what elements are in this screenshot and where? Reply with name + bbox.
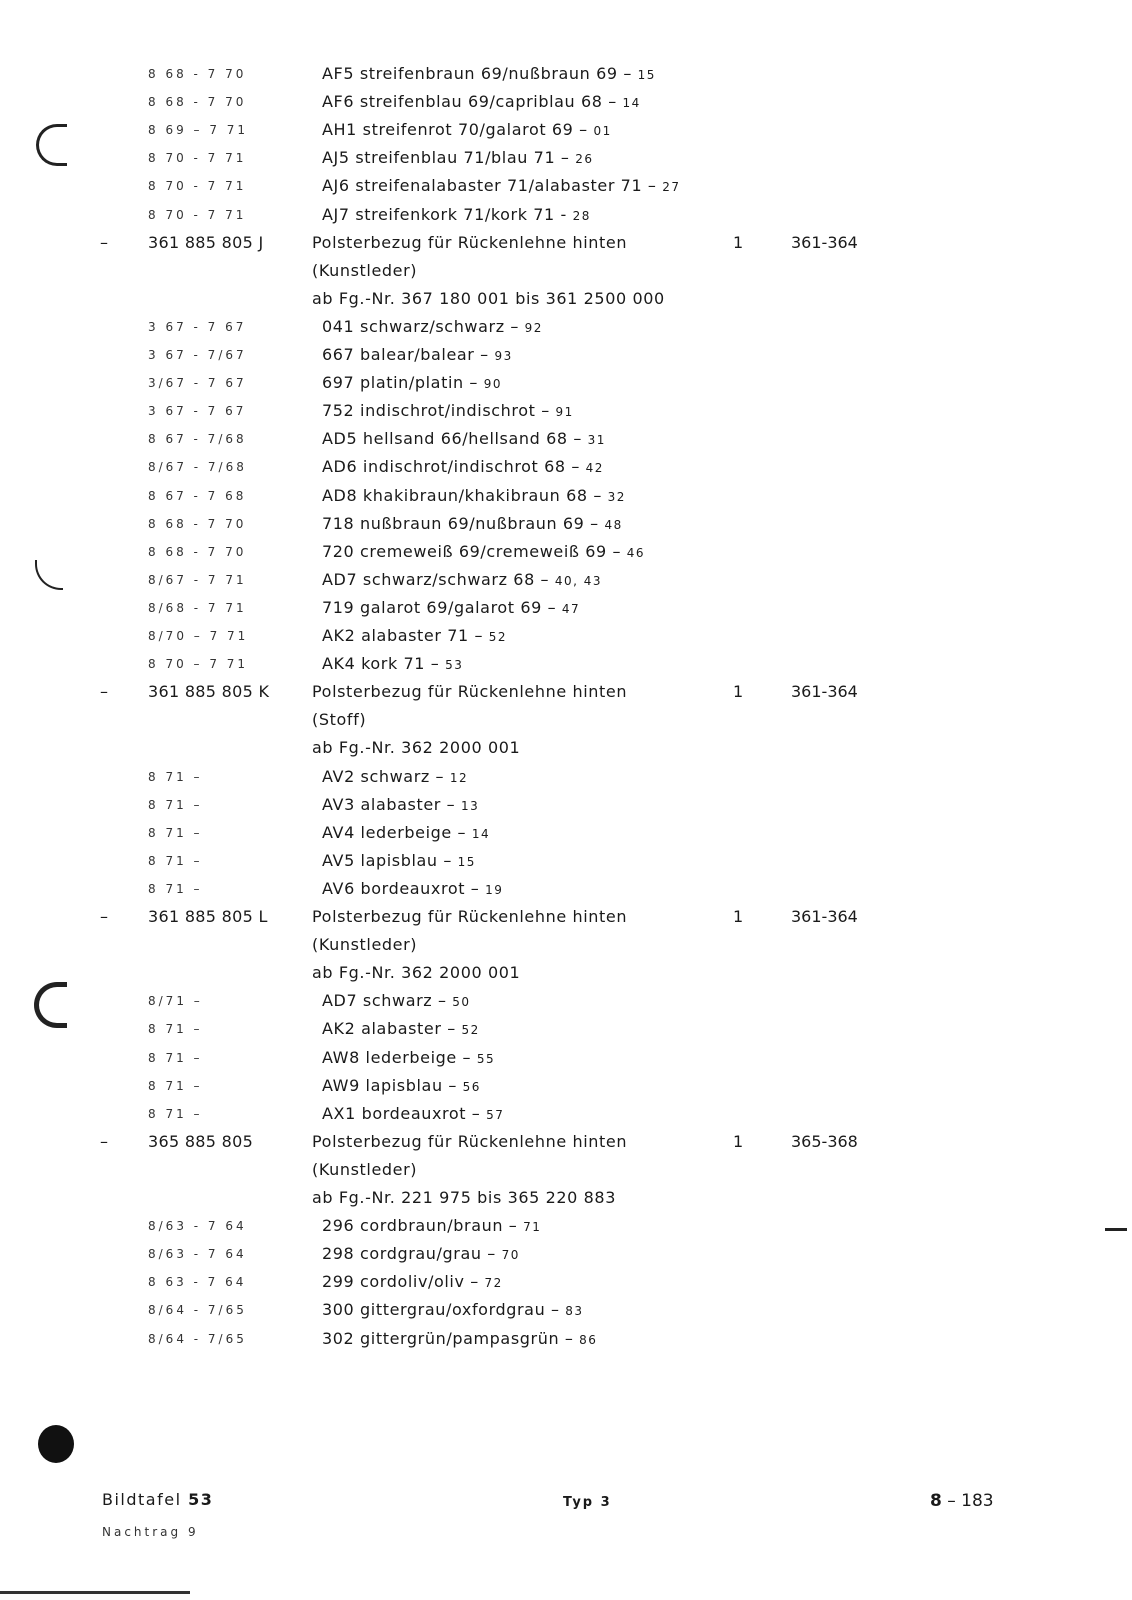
part-quantity: 1: [733, 682, 744, 702]
part-number: 361 885 805 J: [148, 232, 264, 252]
color-code: 50: [452, 995, 471, 1010]
color-description: [322, 1072, 481, 1101]
color-code: 47: [561, 601, 581, 616]
color-code: 48: [604, 517, 623, 532]
color-code: 52: [461, 1023, 480, 1038]
part-quantity: 1: [733, 907, 744, 926]
color-description: [322, 847, 476, 876]
color-variant-row: [0, 650, 1132, 678]
footer-type: Typ 3: [563, 1495, 612, 1510]
production-date-range: 8/63 - 7 64: [148, 1219, 247, 1234]
color-label: AV6 bordeauxrot –: [322, 878, 480, 898]
production-date-range: 8 68 - 7 70: [148, 544, 247, 559]
part-note-row: [0, 1184, 1132, 1212]
part-note-row: [0, 959, 1132, 987]
part-marker-dash: –: [100, 1131, 108, 1151]
color-variant-row: [0, 369, 1132, 397]
production-date-range: 3 67 - 7 67: [148, 404, 247, 419]
color-code: 72: [484, 1276, 503, 1291]
color-code: 28: [572, 208, 591, 223]
part-note-row: [0, 257, 1132, 285]
color-code: 70: [501, 1248, 520, 1263]
color-variant-row: [0, 60, 1132, 88]
part-row: [0, 1128, 1132, 1156]
part-description: Polsterbezug für Rückenlehne hinten: [312, 682, 628, 702]
color-label: AX1 bordeauxrot –: [322, 1103, 481, 1123]
color-description: [322, 1100, 504, 1129]
color-code: 13: [460, 798, 480, 813]
color-code: 15: [637, 68, 656, 82]
color-description: [322, 650, 463, 679]
color-variant-row: [0, 425, 1132, 453]
color-description: [322, 482, 626, 511]
color-label: AJ5 streifenblau 71/blau 71 –: [322, 148, 570, 168]
production-date-range: 8/67 - 7 71: [148, 572, 247, 587]
color-code: 31: [587, 433, 606, 448]
color-code: 90: [483, 377, 503, 392]
color-label: 296 cordbraun/braun –: [322, 1216, 518, 1236]
color-variant-row: [0, 510, 1132, 538]
color-code: 93: [494, 349, 513, 363]
part-note-row: [0, 285, 1132, 313]
color-label: 667 balear/balear –: [322, 345, 489, 364]
punch-hole-mark: [38, 1425, 74, 1463]
part-note-row: [0, 931, 1132, 959]
color-variant-row: [0, 819, 1132, 847]
color-variant-row: [0, 172, 1132, 200]
color-code: 32: [607, 489, 626, 504]
color-description: [322, 201, 591, 230]
color-label: AF6 streifenblau 69/capriblau 68 –: [322, 92, 617, 112]
color-variant-row: [0, 201, 1132, 229]
production-date-range: 8 71 –: [148, 881, 203, 896]
production-date-range: 8/64 - 7/65: [148, 1303, 247, 1318]
color-code: 55: [476, 1051, 496, 1066]
color-label: 299 cordoliv/oliv –: [322, 1272, 479, 1292]
part-number: 361 885 805 L: [148, 907, 268, 926]
color-variant-row: [0, 1015, 1132, 1043]
color-label: 720 cremeweiß 69/cremeweiß 69 –: [322, 541, 622, 561]
color-variant-row: [0, 453, 1132, 481]
color-code: 14: [471, 826, 491, 841]
color-label: AD5 hellsand 66/hellsand 68 –: [322, 429, 582, 449]
color-label: AV5 lapisblau –: [322, 850, 452, 870]
color-code: 40, 43: [554, 573, 602, 588]
production-date-range: 3/67 - 7 67: [148, 376, 247, 391]
color-description: [322, 341, 513, 370]
color-label: 300 gittergrau/oxfordgrau –: [322, 1300, 560, 1320]
color-label: AK2 alabaster 71 –: [322, 626, 484, 645]
color-variant-row: [0, 791, 1132, 819]
color-description: [322, 538, 645, 567]
color-label: 718 nußbraun 69/nußbraun 69 –: [322, 513, 599, 533]
color-variant-row: [0, 875, 1132, 903]
color-code: 91: [555, 405, 574, 420]
production-date-range: 8 70 - 7 71: [148, 179, 247, 194]
color-label: 302 gittergrün/pampasgrün –: [322, 1328, 574, 1348]
part-reference: 361-364: [791, 232, 858, 252]
part-marker-dash: –: [100, 682, 108, 702]
color-label: AV2 schwarz –: [322, 766, 445, 786]
color-code: 56: [462, 1079, 481, 1094]
color-description: [322, 1015, 480, 1044]
part-note: (Stoff): [312, 710, 367, 730]
color-variant-row: [0, 847, 1132, 875]
color-code: 52: [488, 630, 508, 644]
color-variant-row: [0, 566, 1132, 594]
production-date-range: 8/63 - 7 64: [148, 1247, 247, 1262]
color-description: [322, 510, 623, 539]
color-code: 27: [662, 180, 681, 195]
production-date-range: 8 71 –: [148, 769, 203, 784]
production-date-range: 8 71 –: [148, 825, 203, 840]
color-code: 42: [585, 461, 604, 476]
color-label: AD6 indischrot/indischrot 68 –: [322, 457, 580, 477]
color-code: 15: [457, 854, 476, 869]
color-description: [322, 594, 580, 623]
color-description: [322, 763, 468, 792]
color-description: [322, 819, 490, 848]
part-note-row: [0, 1156, 1132, 1184]
production-date-range: 3 67 - 7/67: [148, 348, 247, 362]
color-variant-row: [0, 1296, 1132, 1324]
color-variant-row: [0, 538, 1132, 566]
color-description: [322, 987, 471, 1016]
color-description: [322, 566, 602, 595]
color-description: [322, 453, 604, 482]
color-variant-row: [0, 1268, 1132, 1296]
part-note: ab Fg.-Nr. 362 2000 001: [312, 738, 521, 758]
part-reference: 365-368: [791, 1131, 858, 1151]
color-label: AV4 lederbeige –: [322, 822, 467, 842]
color-code: 14: [622, 96, 641, 111]
color-description: [322, 172, 681, 201]
part-number: 361 885 805 K: [148, 682, 270, 702]
part-note: (Kunstleder): [312, 1159, 418, 1179]
color-variant-row: [0, 144, 1132, 172]
color-variant-row: [0, 482, 1132, 510]
color-variant-row: [0, 1100, 1132, 1128]
color-variant-row: [0, 622, 1132, 650]
color-description: [322, 622, 507, 651]
color-variant-row: [0, 1044, 1132, 1072]
color-code: 57: [486, 1107, 505, 1122]
production-date-range: 8 70 - 7 71: [148, 151, 247, 166]
production-date-range: 8 71 –: [148, 1022, 203, 1037]
margin-dash-mark: [1105, 1228, 1127, 1231]
color-description: [322, 116, 612, 145]
production-date-range: 8 71 –: [148, 797, 203, 812]
production-date-range: 8/67 - 7/68: [148, 460, 247, 475]
color-code: 53: [445, 658, 464, 673]
production-date-range: 8 71 –: [148, 1106, 203, 1121]
color-variant-row: [0, 116, 1132, 144]
part-marker-dash: –: [100, 232, 108, 252]
color-label: AK2 alabaster –: [322, 1019, 456, 1039]
part-note: ab Fg.-Nr. 367 180 001 bis 361 2500 000: [312, 288, 665, 308]
footer-page-prefix: 8: [930, 1491, 942, 1511]
color-description: [322, 144, 594, 173]
color-label: AW9 lapisblau –: [322, 1075, 457, 1095]
part-note: (Kunstleder): [312, 935, 418, 955]
part-note: ab Fg.-Nr. 221 975 bis 365 220 883: [312, 1188, 616, 1207]
color-code: 01: [593, 124, 612, 139]
color-label: AJ6 streifenalabaster 71/alabaster 71 –: [322, 176, 657, 196]
color-label: AD7 schwarz/schwarz 68 –: [322, 569, 550, 589]
part-number: 365 885 805: [148, 1131, 254, 1151]
color-variant-row: [0, 341, 1132, 369]
footer-page-value: 183: [961, 1491, 994, 1511]
part-note-row: [0, 734, 1132, 762]
color-description: [322, 875, 503, 904]
production-date-range: 8 63 - 7 64: [148, 1275, 247, 1290]
part-marker-dash: –: [100, 907, 108, 926]
part-row: [0, 229, 1132, 257]
footer-plate-number: 53: [188, 1490, 214, 1509]
color-code: 19: [485, 882, 504, 897]
color-code: 71: [523, 1220, 542, 1235]
color-variant-row: [0, 88, 1132, 116]
part-note: ab Fg.-Nr. 362 2000 001: [312, 963, 521, 983]
part-description: Polsterbezug für Rückenlehne hinten: [312, 907, 628, 926]
footer-plate-label: Bildtafel: [102, 1490, 182, 1509]
color-variant-row: [0, 1325, 1132, 1353]
production-date-range: 8 67 - 7/68: [148, 432, 247, 447]
color-label: AH1 streifenrot 70/galarot 69 –: [322, 120, 588, 140]
part-description: Polsterbezug für Rückenlehne hinten: [312, 1131, 628, 1151]
color-label: AJ7 streifenkork 71/kork 71 -: [322, 204, 567, 224]
color-description: [322, 369, 502, 398]
production-date-range: 8 71 –: [148, 1050, 203, 1065]
part-note: (Kunstleder): [312, 260, 418, 280]
color-variant-row: [0, 1240, 1132, 1268]
color-description: [322, 1212, 541, 1241]
part-reference: 361-364: [791, 682, 858, 702]
production-date-range: 8/70 – 7 71: [148, 629, 249, 643]
color-variant-row: [0, 1212, 1132, 1240]
color-variant-row: [0, 987, 1132, 1015]
color-variant-row: [0, 594, 1132, 622]
part-quantity: 1: [733, 1131, 744, 1151]
footer-supplement: Nachtrag 9: [102, 1525, 199, 1539]
color-label: AD7 schwarz –: [322, 991, 447, 1011]
color-label: 719 galarot 69/galarot 69 –: [322, 597, 557, 617]
color-description: [322, 313, 543, 342]
color-description: [322, 88, 641, 117]
production-date-range: 8/64 - 7/65: [148, 1331, 247, 1346]
production-date-range: 8 70 – 7 71: [148, 657, 249, 672]
part-reference: 361-364: [791, 907, 858, 926]
color-description: [322, 397, 574, 426]
production-date-range: 8 68 - 7 70: [148, 67, 247, 81]
production-date-range: 8/68 - 7 71: [148, 600, 247, 615]
part-quantity: 1: [733, 232, 744, 252]
color-variant-row: [0, 1072, 1132, 1100]
color-label: AD8 khakibraun/khakibraun 68 –: [322, 485, 602, 505]
color-description: [322, 1240, 520, 1269]
production-date-range: 3 67 - 7 67: [148, 319, 247, 334]
production-date-range: 8 68 - 7 70: [148, 95, 247, 110]
color-variant-row: [0, 763, 1132, 791]
production-date-range: 8 67 - 7 68: [148, 488, 247, 503]
color-label: AW8 lederbeige –: [322, 1047, 472, 1067]
production-date-range: 8 71 –: [148, 853, 203, 868]
color-description: [322, 1268, 503, 1297]
color-label: 298 cordgrau/grau –: [322, 1244, 496, 1264]
footer-page-separator: –: [947, 1491, 956, 1511]
footer-plate: [102, 1490, 213, 1509]
color-code: 12: [449, 770, 469, 785]
color-description: [322, 425, 606, 454]
color-label: AF5 streifenbraun 69/nußbraun 69 –: [322, 64, 632, 83]
part-note-row: [0, 706, 1132, 734]
color-label: 041 schwarz/schwarz –: [322, 316, 519, 336]
color-code: 46: [626, 545, 646, 560]
color-description: [322, 1325, 597, 1354]
color-variant-row: [0, 397, 1132, 425]
color-label: 697 platin/platin –: [322, 373, 479, 393]
production-date-range: 8 68 - 7 70: [148, 516, 247, 531]
production-date-range: 8 70 - 7 71: [148, 207, 247, 222]
color-code: 83: [565, 1304, 584, 1319]
color-label: AK4 kork 71 –: [322, 654, 440, 674]
color-code: 86: [579, 1332, 598, 1347]
color-label: AV3 alabaster –: [322, 794, 456, 814]
production-date-range: 8 71 –: [148, 1078, 203, 1093]
part-row: [0, 678, 1132, 706]
color-variant-row: [0, 313, 1132, 341]
bottom-rule-mark: [0, 1591, 190, 1594]
color-description: [322, 791, 479, 820]
production-date-range: 8 69 – 7 71: [148, 123, 249, 138]
part-row: [0, 903, 1132, 931]
color-label: 752 indischrot/indischrot –: [322, 401, 550, 421]
color-description: [322, 60, 656, 89]
color-description: [322, 1044, 495, 1073]
color-description: [322, 1296, 584, 1325]
part-description: Polsterbezug für Rückenlehne hinten: [312, 232, 628, 252]
production-date-range: 8/71 –: [148, 994, 203, 1009]
footer-page-number: [930, 1491, 994, 1511]
color-code: 92: [524, 320, 543, 335]
color-code: 26: [575, 152, 594, 167]
